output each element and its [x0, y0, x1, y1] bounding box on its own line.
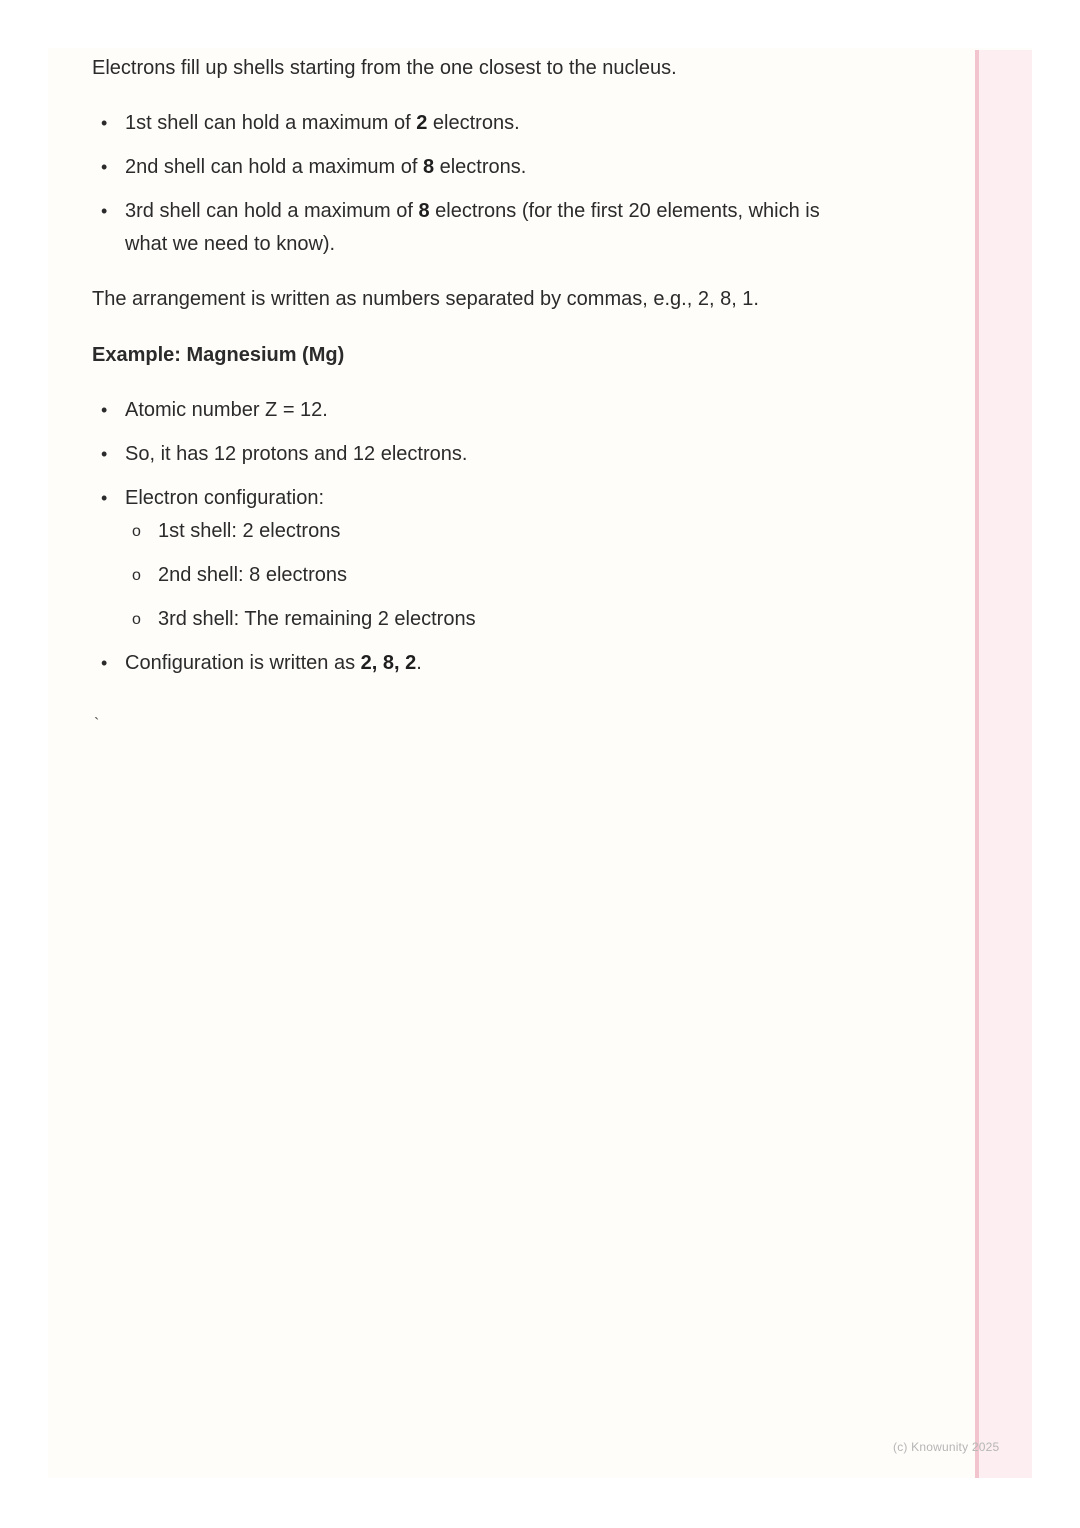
sub-list-item: o 3rd shell: The remaining 2 electrons — [125, 603, 852, 636]
list-item: • 2nd shell can hold a maximum of 8 electrons. — [92, 151, 852, 184]
example-list — [92, 394, 852, 680]
bullet-icon: • — [101, 653, 108, 673]
document-content — [92, 52, 852, 680]
bullet-icon: • — [101, 400, 108, 420]
bullet-icon: • — [101, 157, 108, 177]
intro-paragraph: Electrons fill up shells starting from the one closest to the nucleus. — [92, 57, 677, 79]
sub-list-item: o 1st shell: 2 electrons — [125, 515, 852, 548]
bullet-icon: • — [101, 488, 108, 508]
sub-list-item: o 2nd shell: 8 electrons — [125, 559, 852, 592]
bullet-icon: • — [101, 201, 108, 221]
margin-strip — [975, 50, 1032, 1478]
list-item: • 1st shell can hold a maximum of 2 electrons. — [92, 107, 852, 140]
list-item: • So, it has 12 protons and 12 electrons. — [92, 438, 852, 471]
copyright-footer: (c) Knowunity 2025 — [893, 1440, 1000, 1454]
stray-mark: ` — [94, 716, 100, 733]
example-heading: Example: Magnesium (Mg) — [92, 344, 345, 366]
arrangement-paragraph: The arrangement is written as numbers separated by commas, e.g., 2, 8, 1. — [92, 288, 759, 310]
configuration-sublist — [125, 515, 852, 636]
hollow-bullet-icon: o — [132, 567, 141, 584]
shell-capacity-list — [92, 107, 852, 261]
list-item: • Configuration is written as 2, 8, 2. — [92, 647, 852, 680]
hollow-bullet-icon: o — [132, 523, 141, 540]
list-item: • Atomic number Z = 12. — [92, 394, 852, 427]
bullet-icon: • — [101, 444, 108, 464]
list-item: • Electron configuration: o 1st shell: 2 electrons o 2nd shell: 8 electrons o 3rd shell: The remaining 2 electrons — [92, 482, 852, 636]
hollow-bullet-icon: o — [132, 611, 141, 628]
margin-line — [975, 50, 979, 1478]
list-item: • 3rd shell can hold a maximum of 8 electrons (for the first 20 elements, which is what we need to know). — [92, 195, 852, 261]
bullet-icon: • — [101, 113, 108, 133]
